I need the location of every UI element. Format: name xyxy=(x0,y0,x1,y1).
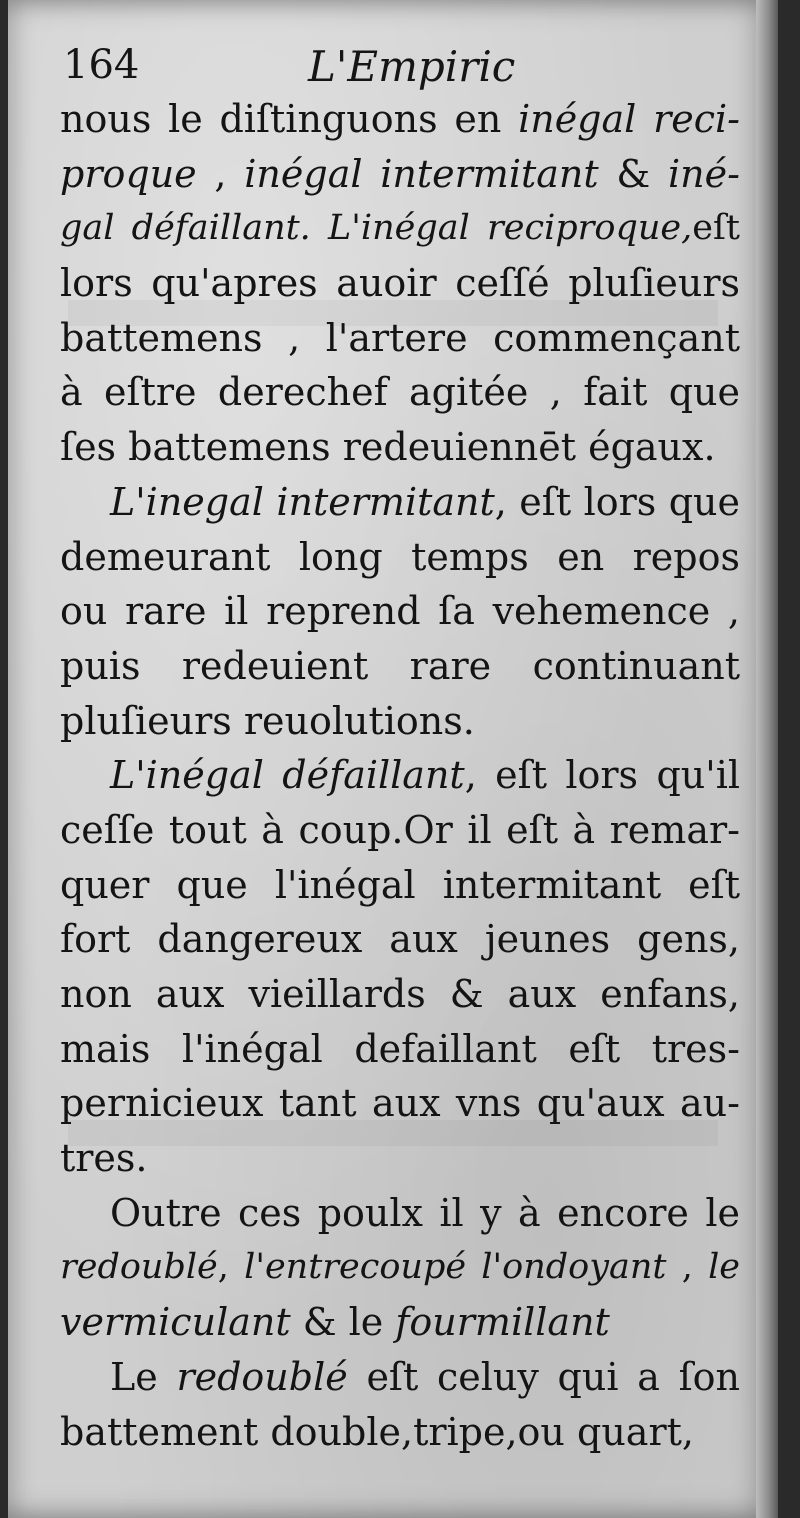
text-line xyxy=(60,530,740,585)
italic-text: proque xyxy=(60,151,197,196)
text-line xyxy=(60,147,740,202)
text-line xyxy=(60,420,740,475)
text-run: eſt celuy qui a ſon xyxy=(347,1354,740,1399)
text-run: , eſt lors qu'il xyxy=(464,753,740,798)
italic-text: L'inégal défaillant xyxy=(110,753,465,798)
text-line xyxy=(60,748,740,803)
text-line xyxy=(60,1076,740,1131)
text-run: nous le diſtinguons en xyxy=(60,97,519,141)
text-run: battement double,tripe,ou quart, xyxy=(60,1409,694,1454)
text-run: ou rare il reprend ſa vehemence , xyxy=(60,589,740,634)
text-line xyxy=(60,92,740,147)
text-line xyxy=(60,1295,740,1350)
italic-text: redoublé xyxy=(176,1354,348,1399)
text-run: , xyxy=(217,1247,245,1288)
text-run: puis redeuient rare continuant xyxy=(60,643,740,688)
text-line xyxy=(60,858,740,913)
text-run: tres. xyxy=(60,1136,148,1181)
text-line xyxy=(60,1350,740,1405)
text-run: & le xyxy=(290,1300,396,1345)
text-line xyxy=(60,912,740,967)
text-line xyxy=(60,694,740,749)
running-head: L'Empiric xyxy=(308,42,516,91)
text-line xyxy=(60,803,740,858)
text-run: battemens , l'artere commençant xyxy=(60,315,740,360)
text-run: quer que l'inégal intermitant eſt xyxy=(60,862,740,907)
text-line xyxy=(60,311,740,366)
italic-text: le xyxy=(708,1247,740,1288)
text-line xyxy=(60,256,740,311)
text-run: à eſtre derechef agitée , fait que xyxy=(60,370,740,415)
text-line xyxy=(60,639,740,694)
italic-text: iné- xyxy=(668,151,740,196)
text-line xyxy=(60,584,740,639)
text-line xyxy=(60,201,740,256)
text-run: , xyxy=(196,151,245,196)
text-line xyxy=(60,1022,740,1077)
text-run: pluſieurs reuolutions. xyxy=(60,698,475,743)
text-run: non aux vieillards & aux enfans, xyxy=(60,972,740,1016)
text-run: demeurant long temps en repos xyxy=(60,534,740,579)
text-run: mais l'inégal defaillant eſt tres- xyxy=(60,1026,740,1071)
text-line xyxy=(60,967,740,1022)
text-run: ceſſe tout à coup.Or il eſt à remar- xyxy=(60,807,740,852)
italic-text: redoublé xyxy=(60,1247,218,1288)
italic-text: l'entrecoupé l'ondoyant xyxy=(244,1247,667,1288)
text-line xyxy=(60,1186,740,1241)
italic-text: inégal reci- xyxy=(518,97,740,141)
text-run: pernicieux tant aux vns qu'aux au- xyxy=(60,1081,740,1126)
italic-text: vermiculant xyxy=(60,1300,291,1345)
text-run: Le xyxy=(110,1354,177,1399)
text-line xyxy=(60,475,740,530)
page-number: 164 xyxy=(63,42,140,88)
italic-text: inégal intermitant xyxy=(244,151,599,196)
text-run: & xyxy=(598,151,669,196)
italic-text: L'inegal intermitant xyxy=(110,479,495,524)
text-run: Outre ces poulx il y à encore le xyxy=(110,1190,740,1235)
body-text xyxy=(60,92,740,1459)
italic-text: fourmillant xyxy=(395,1300,610,1345)
text-line xyxy=(60,1240,740,1295)
text-run: lors qu'apres auoir ceſſé pluſieurs xyxy=(60,261,740,306)
text-run: eſt xyxy=(692,208,740,249)
text-run: , eſt lors que xyxy=(494,479,740,524)
text-line xyxy=(60,1131,740,1186)
book-page xyxy=(8,0,778,1518)
text-line xyxy=(60,365,740,420)
page-edge xyxy=(756,0,778,1518)
text-run: fort dangereux aux jeunes gens, xyxy=(60,917,740,962)
italic-text: gal défaillant. L'inégal reciproque, xyxy=(60,208,693,249)
text-run: , xyxy=(666,1247,709,1288)
text-run: ſes battemens redeuiennēt égaux. xyxy=(60,425,716,470)
text-line xyxy=(60,1405,740,1460)
